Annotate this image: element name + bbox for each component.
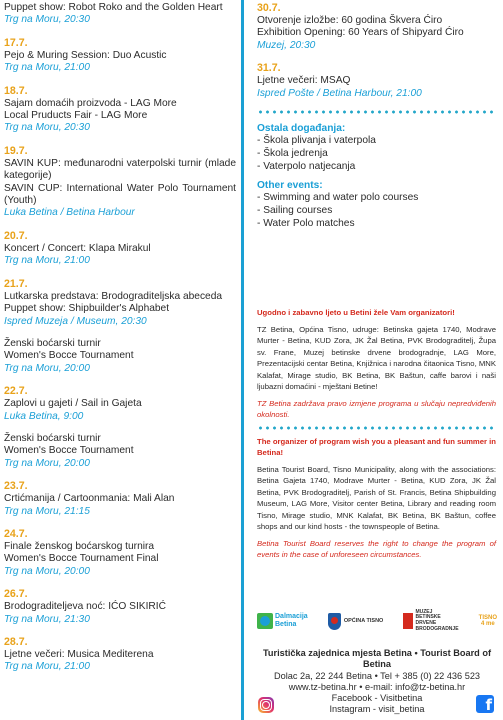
event-list-left [4, 2, 236, 684]
event-title: Koncert / Concert: Klapa Mirakul [4, 242, 151, 254]
event-title: Brodograditeljeva noć: IĆO SIKIRIĆ [4, 601, 166, 613]
opcina-tisno-logo[interactable] [328, 613, 384, 630]
logo-text: BETINSKE [415, 614, 441, 621]
event-item [4, 145, 236, 220]
instagram-link[interactable]: Instagram - visit_betina [329, 704, 425, 715]
event-location: Trg na Moru, 20:00 [4, 457, 90, 469]
event-title: Ženski boćarski turnir [4, 337, 101, 349]
event-date: 22.7. [4, 385, 28, 398]
event-title: SAVIN CUP: International Water Polo Tournament (Youth) [4, 182, 236, 207]
logo-text: DRVENE [415, 620, 437, 626]
event-title: Crtićmanija / Cartoonmania: Mali Alan [4, 493, 175, 505]
event-date: 20.7. [4, 229, 28, 242]
event-title: Women's Bocce Tournament Final [4, 553, 159, 565]
event-item [4, 433, 236, 470]
event-location: Trg na Moru, 21:00 [4, 255, 90, 267]
event-location: Trg na Moru, 20:00 [4, 362, 90, 374]
event-item [4, 338, 236, 375]
event-date: 23.7. [4, 480, 28, 493]
event-location: Trg na Moru, 20:30 [4, 122, 90, 134]
event-date: 17.7. [4, 36, 28, 49]
dalmacija-icon [257, 613, 273, 629]
event-title: Finale ženskog boćarskog turnira [4, 540, 155, 552]
coat-of-arms-icon [328, 613, 341, 630]
event-item [4, 278, 236, 328]
event-item [4, 2, 236, 27]
event-item [4, 37, 236, 75]
other-events-hr [257, 122, 497, 173]
event-title: Women's Bocce Tournament [4, 350, 134, 362]
event-location: Muzej, 20:30 [257, 39, 316, 51]
organizers-note-hr: TZ Betina zadržava pravo izmjene programa u slučaju nepredviđenih okolnosti. [257, 398, 496, 419]
logo-text: TISNO [478, 614, 497, 621]
event-date: 18.7. [4, 84, 28, 97]
organizers-heading-en: The organizer of program wish you a pleasant and fun summer in Betina! [257, 436, 496, 457]
organizers-note-en: Betina Tourist Board reserves the right to change the program of events in the case of unforeseen circumstances. [257, 538, 496, 559]
other-events-en-title: Other events: [257, 180, 323, 192]
event-date: 31.7. [257, 62, 281, 75]
museum-icon [403, 613, 413, 629]
facebook-icon[interactable]: f [476, 695, 494, 713]
event-item [4, 588, 236, 626]
logo-text: OPĆINA TISNO [343, 618, 384, 624]
event-location: Trg na Moru, 21:00 [4, 62, 90, 74]
logo-text: Betina [275, 621, 297, 628]
dotted-divider [257, 426, 496, 430]
event-item [4, 636, 236, 674]
event-title: Pejo & Muring Session: Duo Acustic [4, 49, 167, 61]
list-item: - Water Polo matches [257, 218, 355, 230]
event-date: 30.7. [257, 2, 281, 14]
event-date: 24.7. [4, 527, 28, 540]
list-item: - Swimming and water polo courses [257, 192, 419, 204]
list-item: - Vaterpolo natjecanja [257, 160, 356, 172]
organizers-heading-hr: Ugodno i zabavno ljeto u Betini žele Vam organizatori! [257, 308, 455, 317]
event-title: Ljetne večeri: Musica Mediterena [4, 649, 154, 660]
event-title: SAVIN KUP: međunarodni vaterpolski turnir (mlade kategorije) [4, 157, 236, 182]
facebook-link[interactable]: Facebook - Visitbetina [331, 693, 423, 704]
event-date: 26.7. [4, 588, 28, 601]
event-title: Sajam domaćih proizvoda - LAG More [4, 97, 177, 109]
event-title: Ženski boćarski turnir [4, 432, 101, 444]
event-title: Lutkarska predstava: Brodograditeljska abeceda [4, 290, 223, 302]
web-email[interactable]: www.tz-betina.hr • e-mail: info@tz-betina.hr [288, 681, 466, 692]
organization-name: Turistička zajednica mjesta Betina • Tourist Board of Betina [262, 648, 492, 670]
event-item [4, 528, 236, 578]
event-date: 19.7. [4, 144, 28, 157]
event-item [4, 480, 236, 518]
other-events-hr-title: Ostala događanja: [257, 123, 346, 135]
event-location: Ispred Muzeja / Museum, 20:30 [4, 315, 147, 327]
organizers-text-en: Betina Tourist Board, Tisno Municipality, along with the associations: Betina Gajeta 1740, Modrave Murter - Betina, KUD Zora, JK Žal Betina, PVK Brodograditelj, Parish of St. Francis, Betina Shipbuilding Museum, LAG More, Visitor center Betina, Library and reading room Tisno, Mirage studio, MNK Kalafat, BK Betina, BK Baštun, coffee shops and our kind hosts - the townspeople of Betina. [257, 464, 496, 531]
column-divider [241, 0, 244, 720]
list-item: - Sailing courses [257, 205, 333, 217]
event-date: 28.7. [4, 636, 28, 648]
event-location: Trg na Moru, 20:00 [4, 565, 90, 577]
event-date: 21.7. [4, 277, 28, 290]
address: Dolac 2a, 22 244 Betina • Tel + 385 (0) 22 436 523 [273, 670, 481, 681]
list-item: - Škola jedrenja [257, 147, 328, 159]
event-title: Puppet show: Robot Roko and the Golden Heart [4, 2, 223, 13]
event-title: Women's Bocce Tournament [4, 445, 134, 457]
contact-footer [257, 648, 497, 716]
event-location: Ispred Pošte / Betina Harbour, 21:00 [257, 87, 422, 99]
logo-text: BRODOGRADNJE [415, 625, 459, 632]
event-item [257, 2, 497, 52]
dotted-divider [257, 110, 497, 114]
sponsor-logos [257, 605, 497, 637]
event-location: Trg na Moru, 21:30 [4, 613, 90, 625]
logo-text: Dalmacija [275, 613, 308, 620]
event-location: Trg na Moru, 21:00 [4, 661, 90, 673]
event-item [257, 62, 497, 100]
event-item [4, 385, 236, 423]
event-item [4, 85, 236, 135]
event-item [4, 230, 236, 268]
muzej-logo[interactable] [403, 610, 458, 632]
event-title: Puppet show: Shipbuilder's Alphabet [4, 303, 170, 315]
organizers-section [257, 307, 496, 566]
list-item: - Škola plivanja i vaterpola [257, 135, 376, 147]
event-location: Trg na Moru, 20:30 [4, 14, 90, 26]
event-title: Otvorenje izložbe: 60 godina Škvera Ćiro [257, 15, 443, 26]
event-location: Luka Betina / Betina Harbour [4, 207, 135, 219]
event-location: Luka Betina, 9:00 [4, 410, 84, 422]
event-title: Zaplovi u gajeti / Sail in Gajeta [4, 398, 142, 410]
other-events-en [257, 179, 497, 230]
logo-text: MUZEJ [415, 608, 433, 615]
dalmacija-betina-logo[interactable] [257, 613, 308, 629]
tisno-4me-logo[interactable] [479, 615, 497, 628]
instagram-icon[interactable] [258, 697, 274, 713]
event-title: Ljetne večeri: MSAQ [257, 75, 351, 87]
event-location: Trg na Moru, 21:15 [4, 505, 90, 517]
organizers-text-hr: TZ Betina, Općina Tisno, udruge: Betinska gajeta 1740, Modrave Murter - Betina, KUD Zora, JK Žal Betina, PVK Brodograditelj, Župa sv. Frane, Muzej betinske drvene brodogradnje, LAG More, Prezentacijski centar Betina, Knjižnica i narodna čitaonica Tisno, MNK Kalafat, Mirage studio, BK Betina, BK Baštun, caffe barovi i naši ljubazni domaćini - mještani Betine! [257, 324, 496, 391]
event-title: Local Pruducts Fair - LAG More [4, 110, 148, 122]
event-title: Exhibition Opening: 60 Years of Shipyard Ćiro [257, 27, 464, 39]
event-list-right [257, 2, 497, 231]
logo-text: 4 me [480, 621, 495, 627]
